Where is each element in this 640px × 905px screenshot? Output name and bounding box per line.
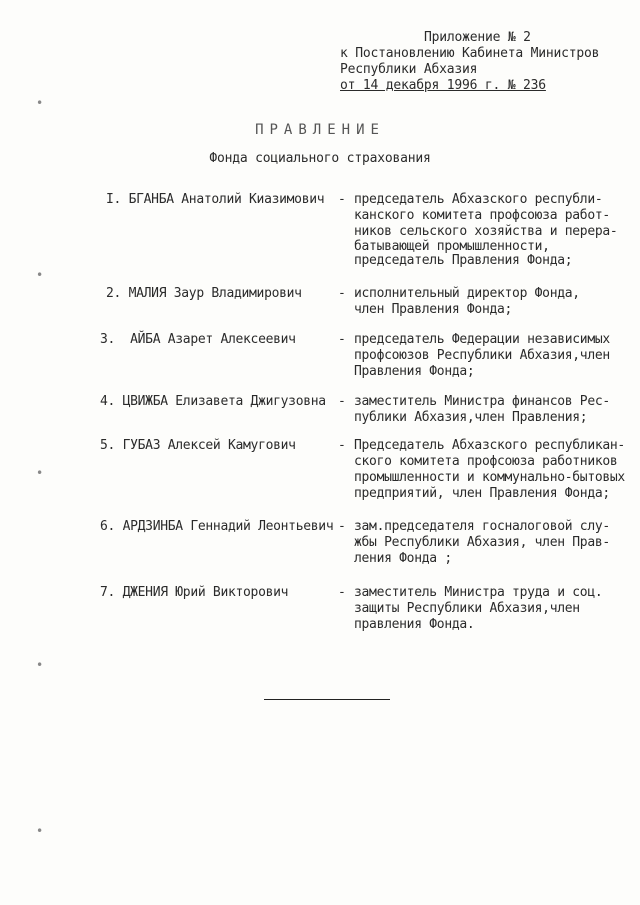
document-subtitle: Фонда социального страхования (209, 151, 431, 166)
appendix-header (340, 30, 599, 94)
member-name (100, 394, 326, 410)
member-number: 3. (100, 332, 116, 347)
role-line: жбы Республики Абхазия, член Прав- (354, 535, 610, 550)
member-number: 5. (100, 438, 116, 453)
member-fullname: ЦВИЖБА Елизавета Джигузовна (122, 394, 326, 409)
member-role (354, 519, 624, 567)
role-line: профсоюзов Республики Абхазия,член (354, 348, 610, 363)
member-role (354, 332, 624, 380)
document-title: ПРАВЛЕНИЕ (255, 122, 385, 138)
role-line: предприятий, член Правления Фонда; (354, 486, 610, 501)
member-role (354, 585, 624, 633)
member-role (354, 286, 624, 318)
role-line: промышленности и коммунально-бытовых (354, 470, 625, 485)
role-line: председатель Правления Фонда; (354, 253, 573, 268)
member-dash: - (338, 192, 346, 207)
role-line: заместитель Министра финансов Рес- (354, 394, 610, 409)
role-line: председатель Федерации независимых (354, 332, 610, 347)
scan-speck-mark: • (36, 96, 44, 110)
scan-speck-mark: • (36, 466, 44, 480)
appendix-decree: к Постановлению Кабинета Министров (340, 46, 600, 61)
member-name (106, 286, 302, 302)
appendix-date: от 14 декабря 1996 г. № 236 (340, 78, 546, 93)
member-fullname: МАЛИЯ Заур Владимирович (128, 286, 302, 301)
member-dash: - (338, 332, 346, 347)
scan-speck-mark: • (36, 824, 44, 838)
closing-rule (264, 699, 390, 700)
member-dash: - (338, 394, 346, 409)
member-number: 4. (100, 394, 116, 409)
member-dash: - (338, 438, 346, 453)
member-role (354, 438, 624, 502)
member-number: 7. (100, 585, 116, 600)
member-dash: - (338, 585, 346, 600)
appendix-republic: Республики Абхазия (340, 62, 478, 77)
member-dash: - (338, 286, 346, 301)
member-fullname: АЙБА Азарет Алексеевич (130, 332, 296, 347)
member-name (100, 585, 288, 601)
role-line: зам.председателя госналоговой слу- (354, 519, 610, 534)
role-line: Председатель Абхазского республикан- (354, 438, 625, 453)
scan-speck-mark: • (36, 658, 44, 672)
appendix-number: Приложение № 2 (424, 30, 531, 45)
member-name (100, 438, 296, 454)
member-number: 6. (100, 519, 116, 534)
role-line: ского комитета профсоюза работников (354, 454, 618, 469)
role-line: защиты Республики Абхазия,член (354, 601, 580, 616)
role-line: заместитель Министра труда и соц. (354, 585, 603, 600)
member-dash: - (338, 519, 346, 534)
member-number: I. (106, 192, 122, 207)
role-line: канского комитета профсоюза работ- (354, 208, 610, 223)
role-line: публики Абхазия,член Правления; (354, 410, 588, 425)
member-name (100, 332, 296, 348)
member-name (106, 192, 324, 208)
role-line: ления Фонда ; (354, 551, 452, 566)
role-line: ников сельского хозяйства и перера- (354, 224, 618, 239)
member-fullname: БГАНБА Анатолий Киазимович (128, 192, 325, 207)
scan-speck-mark: • (36, 268, 44, 282)
role-line: батывающей промышленности, (354, 239, 550, 254)
role-line: Правления Фонда; (354, 364, 475, 379)
member-number: 2. (106, 286, 122, 301)
member-role (354, 192, 624, 269)
member-name (100, 519, 333, 535)
role-line: председатель Абхазского республи- (354, 192, 603, 207)
member-role (354, 394, 624, 426)
role-line: правления Фонда. (354, 617, 475, 632)
member-fullname: ДЖЕНИЯ Юрий Викторович (122, 585, 289, 600)
role-line: исполнительный директор Фонда, (354, 286, 580, 301)
role-line: член Правления Фонда; (354, 302, 513, 317)
member-fullname: АРДЗИНБА Геннадий Леонтьевич (122, 519, 334, 534)
member-fullname: ГУБАЗ Алексей Камугович (122, 438, 296, 453)
